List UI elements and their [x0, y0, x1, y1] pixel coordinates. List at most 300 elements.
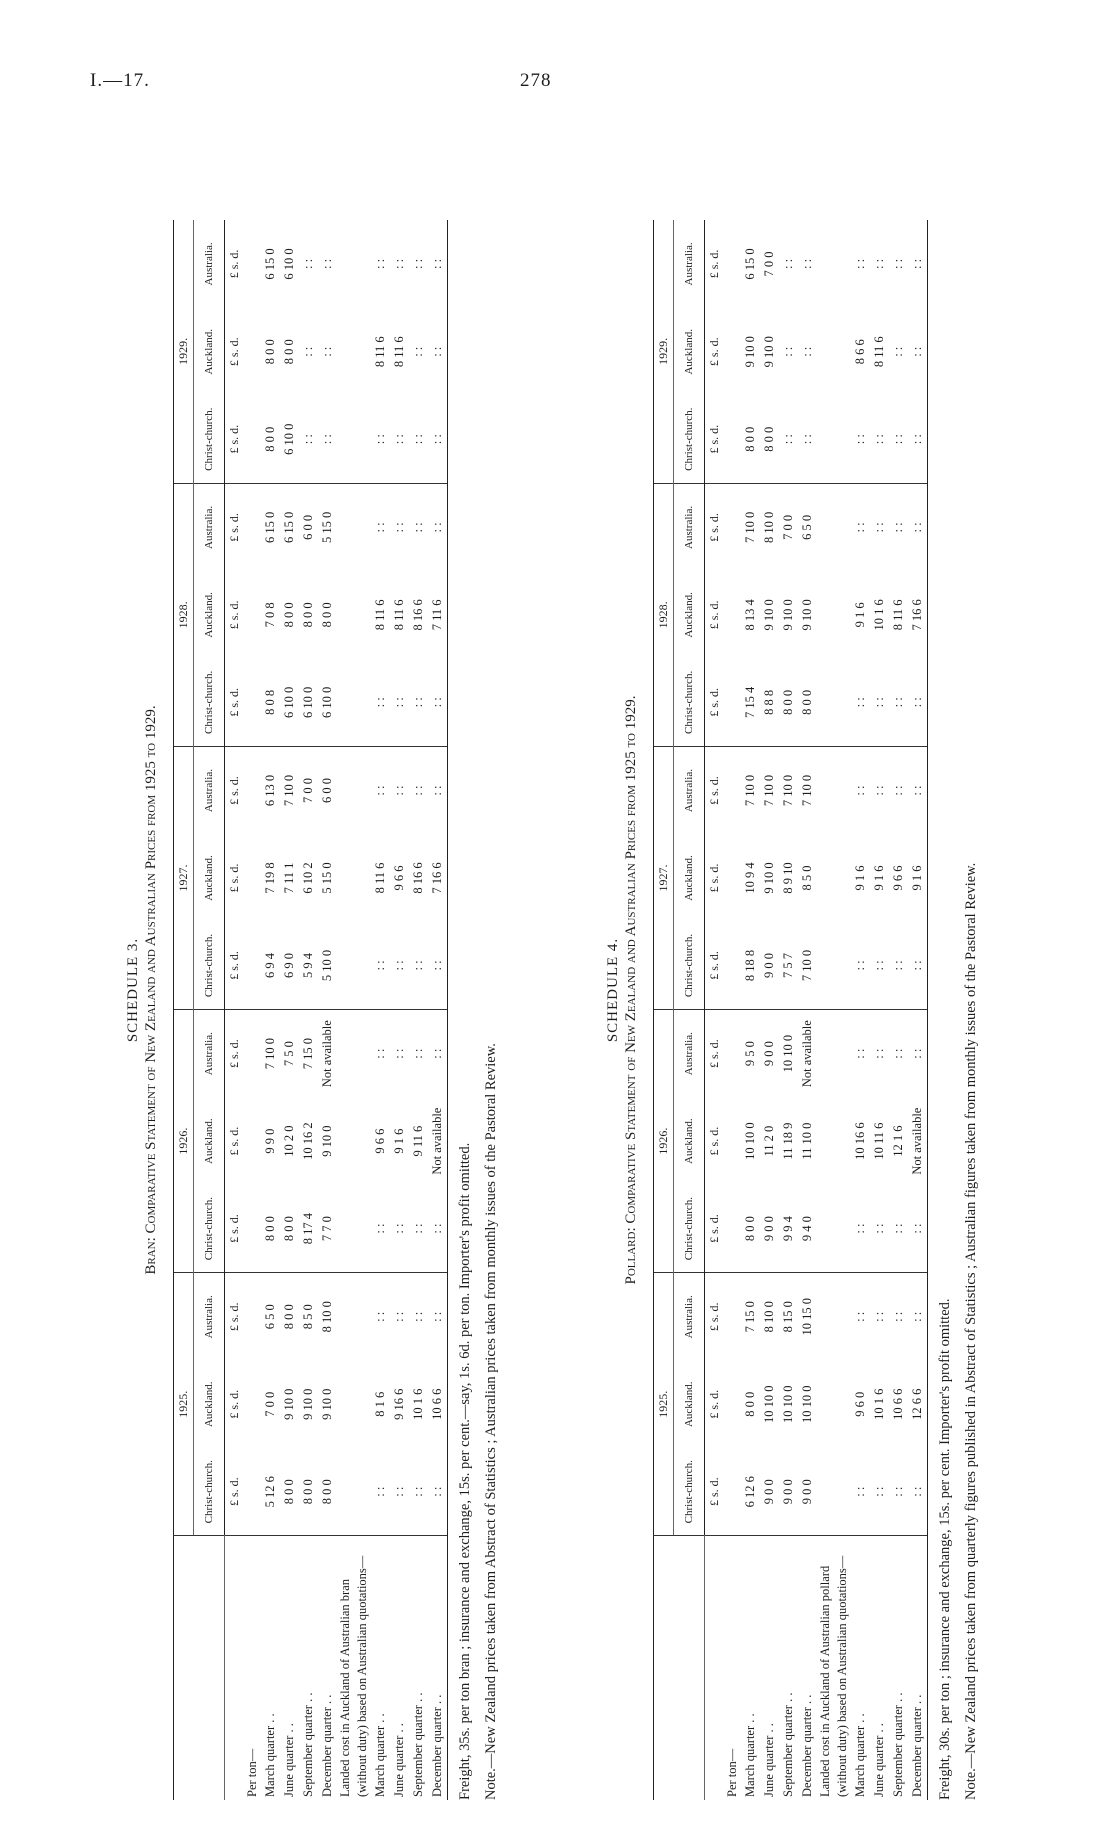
- price-cell: 8 18 8: [741, 922, 760, 1010]
- schedule-3-title: Bran: Comparative Statement of New Zealand and Australian Prices from 1925 to 1929.: [143, 705, 159, 1275]
- section-spacer-cell: [244, 1010, 261, 1098]
- price-cell: 9 0 0: [762, 1041, 776, 1067]
- price-cell: : :: [428, 220, 448, 308]
- row-label: March quarter . .: [851, 1536, 870, 1800]
- units-row: [225, 220, 245, 1800]
- price-cell: 7 10 0: [798, 922, 817, 1010]
- schedule-3-source-note: Note.—New Zealand prices taken from Abstract of Statistics ; Australian prices taken from monthly issues of the Pastoral Review.: [483, 1043, 499, 1800]
- section-spacer-cell: [724, 1010, 741, 1098]
- price-cell: 6 15 0: [263, 248, 277, 280]
- section-spacer-cell: [724, 1097, 741, 1185]
- price-cell: 10 10 0: [743, 1122, 757, 1160]
- price-cell: : :: [373, 258, 387, 269]
- section-spacer-cell: [724, 1360, 741, 1448]
- price-cell: : :: [800, 346, 814, 357]
- section-spacer-cell: [817, 1448, 851, 1536]
- schedule-3-freight-note: Freight, 35s. per ton bran ; insurance and exchange, 15s. per cent.—say, 1s. 6d. per ton. Importer's profit omitted.: [457, 1142, 473, 1800]
- price-cell: : :: [409, 396, 428, 484]
- schedule-3-table: [173, 220, 448, 1800]
- section-row: [817, 220, 851, 1800]
- price-cell: Not available: [908, 1097, 928, 1185]
- location-header: Christ-church.: [674, 1448, 705, 1536]
- price-cell: : :: [851, 659, 870, 747]
- row-label: December quarter . .: [318, 1536, 337, 1800]
- price-cell: 8 1 6: [373, 1391, 387, 1417]
- price-cell: : :: [908, 1010, 928, 1098]
- units-label-cell: [225, 1536, 245, 1800]
- section-spacer-cell: [724, 1273, 741, 1361]
- price-cell: 7 10 0: [743, 511, 757, 544]
- row-label: December quarter . .: [908, 1536, 928, 1800]
- section-spacer-cell: [337, 659, 371, 747]
- price-cell: 7 11 1: [282, 862, 296, 894]
- price-cell: 7 0 0: [762, 251, 776, 277]
- units-cell: £ s. d.: [227, 1039, 241, 1069]
- price-cell: : :: [409, 1185, 428, 1273]
- price-cell: 8 0 0: [798, 659, 817, 747]
- section-spacer-cell: [817, 834, 851, 922]
- price-cell: : :: [373, 522, 387, 533]
- location-header: Christ-church.: [194, 1448, 225, 1536]
- units-cell: £ s. d.: [707, 863, 721, 893]
- price-cell: : :: [392, 1486, 406, 1497]
- price-cell: 5 10 0: [318, 922, 337, 1010]
- location-header: Christ-church.: [674, 396, 705, 484]
- row-label: June quarter . .: [760, 1536, 779, 1800]
- price-cell: 9 10 0: [762, 862, 776, 894]
- price-cell: 7 7 0: [318, 1185, 337, 1273]
- schedule-4-title: Pollard: Comparative Statement of New Zealand and Australian Prices from 1925 to 1929.: [623, 695, 639, 1285]
- price-cell: 8 11 6: [392, 599, 406, 631]
- section-spacer-cell: [244, 1185, 261, 1273]
- price-cell: 8 11 6: [872, 336, 886, 368]
- price-cell: 10 6 6: [428, 1360, 448, 1448]
- units-cell: £ s. d.: [225, 659, 245, 747]
- price-cell: 10 1 6: [872, 1388, 886, 1420]
- year-header-row: [654, 220, 674, 1800]
- location-header: Auckland.: [674, 308, 705, 396]
- price-cell: : :: [891, 1311, 905, 1322]
- section-spacer-cell: [724, 922, 741, 1010]
- price-cell: 8 0 0: [261, 1185, 280, 1273]
- price-cell: 6 10 0: [280, 396, 299, 484]
- section-label: Per ton—: [724, 1536, 741, 1800]
- units-cell: £ s. d.: [707, 600, 721, 630]
- price-cell: 10 16 6: [853, 1122, 867, 1160]
- schedule-4: [605, 180, 982, 1800]
- price-cell: 8 11 6: [373, 599, 387, 631]
- price-cell: : :: [908, 1185, 928, 1273]
- table-row: [760, 220, 779, 1800]
- price-cell: 7 15 0: [301, 1038, 315, 1070]
- price-cell: : :: [392, 522, 406, 533]
- price-cell: : :: [908, 1273, 928, 1361]
- units-cell: £ s. d.: [225, 1185, 245, 1273]
- section-label: Landed cost in Auckland of Australian bran (without duty) based on Australian quotations—: [337, 1536, 371, 1800]
- price-cell: : :: [428, 1448, 448, 1536]
- year-header: 1927.: [654, 746, 674, 1009]
- price-cell: 6 12 6: [743, 1476, 757, 1508]
- price-cell: 9 10 0: [762, 336, 776, 368]
- price-cell: 8 0 0: [301, 602, 315, 628]
- price-cell: 10 1 6: [872, 599, 886, 631]
- price-cell: 7 10 0: [282, 774, 296, 807]
- price-cell: 8 16 6: [411, 862, 425, 894]
- price-cell: 9 0 0: [781, 1479, 795, 1505]
- price-cell: 6 10 0: [282, 248, 296, 280]
- price-cell: 9 1 6: [853, 865, 867, 891]
- price-cell: : :: [891, 785, 905, 796]
- price-cell: 8 0 0: [282, 1479, 296, 1505]
- price-cell: : :: [891, 346, 905, 357]
- section-spacer-cell: [724, 746, 741, 834]
- price-cell: 10 11 6: [872, 1122, 886, 1160]
- location-header: Christ-church.: [674, 1185, 705, 1273]
- price-cell: 6 0 0: [320, 778, 334, 804]
- price-cell: 9 1 6: [392, 1128, 406, 1154]
- row-label: March quarter . .: [261, 1536, 280, 1800]
- price-cell: 11 18 9: [781, 1122, 795, 1160]
- section-spacer-cell: [817, 396, 851, 484]
- price-cell: 7 0 0: [263, 1391, 277, 1417]
- price-cell: 8 0 0: [779, 659, 798, 747]
- section-spacer-cell: [337, 220, 371, 308]
- units-cell: £ s. d.: [707, 776, 721, 805]
- price-cell: : :: [908, 1448, 928, 1536]
- price-cell: 5 12 6: [263, 1476, 277, 1508]
- price-cell: : :: [428, 483, 448, 571]
- price-cell: : :: [872, 522, 886, 533]
- section-spacer-cell: [817, 1360, 851, 1448]
- section-label: Per ton—: [244, 1536, 261, 1800]
- price-cell: 7 10 0: [781, 774, 795, 807]
- price-cell: : :: [870, 659, 889, 747]
- location-header: Auckland.: [674, 1097, 705, 1185]
- price-cell: 10 9 4: [743, 862, 757, 894]
- units-cell: £ s. d.: [227, 1126, 241, 1156]
- price-cell: 8 0 0: [263, 339, 277, 365]
- price-cell: 9 0 0: [800, 1479, 814, 1505]
- section-spacer-cell: [337, 922, 371, 1010]
- section-spacer-cell: [244, 483, 261, 571]
- location-header: Christ-church.: [194, 659, 225, 747]
- price-cell: 6 10 2: [301, 862, 315, 894]
- price-cell: : :: [870, 922, 889, 1010]
- price-cell: 9 5 0: [743, 1041, 757, 1067]
- price-cell: 8 5 0: [301, 1304, 315, 1330]
- section-spacer-cell: [244, 834, 261, 922]
- price-cell: 9 1 6: [853, 602, 867, 628]
- price-cell: 8 0 0: [320, 602, 334, 628]
- price-cell: : :: [889, 659, 908, 747]
- year-header: 1926.: [174, 1010, 194, 1273]
- table-row: [908, 220, 928, 1800]
- section-spacer-cell: [337, 1360, 371, 1448]
- price-cell: : :: [428, 659, 448, 747]
- price-cell: 7 19 8: [263, 862, 277, 894]
- section-spacer-cell: [817, 746, 851, 834]
- row-label: September quarter . .: [889, 1536, 908, 1800]
- price-cell: : :: [411, 1486, 425, 1497]
- price-cell: : :: [301, 346, 315, 357]
- price-cell: : :: [853, 785, 867, 796]
- location-header: Auckland.: [674, 1360, 705, 1448]
- schedule-4-table: [653, 220, 928, 1800]
- location-header: Australia.: [194, 1273, 225, 1361]
- table-row: [779, 220, 798, 1800]
- price-cell: 9 6 0: [853, 1391, 867, 1417]
- section-spacer-cell: [724, 308, 741, 396]
- price-cell: 8 0 0: [743, 1391, 757, 1417]
- price-cell: : :: [428, 1185, 448, 1273]
- units-cell: £ s. d.: [707, 1477, 721, 1507]
- price-cell: 11 2 0: [762, 1125, 776, 1157]
- price-cell: : :: [428, 746, 448, 834]
- location-header: Australia.: [674, 483, 705, 571]
- price-cell: 8 11 6: [373, 862, 387, 894]
- section-spacer-cell: [724, 1448, 741, 1536]
- price-cell: 8 9 10: [781, 862, 795, 894]
- price-cell: : :: [392, 1311, 406, 1322]
- section-spacer-cell: [724, 1185, 741, 1273]
- price-cell: : :: [390, 396, 409, 484]
- section-spacer-cell: [724, 483, 741, 571]
- table-row: [409, 220, 428, 1800]
- price-cell: 7 15 0: [743, 1301, 757, 1333]
- price-cell: 9 10 0: [282, 1388, 296, 1420]
- price-cell: 12 1 6: [891, 1125, 905, 1157]
- units-cell: £ s. d.: [705, 659, 725, 747]
- units-cell: £ s. d.: [227, 776, 241, 805]
- price-cell: : :: [411, 1311, 425, 1322]
- section-spacer-cell: [724, 659, 741, 747]
- price-cell: : :: [390, 659, 409, 747]
- units-cell: £ s. d.: [707, 1039, 721, 1069]
- row-label: December quarter . .: [428, 1536, 448, 1800]
- price-cell: 6 0 0: [301, 514, 315, 540]
- schedule-3: [125, 180, 502, 1800]
- corner-cell: [654, 1536, 705, 1800]
- table-row: [318, 220, 337, 1800]
- units-cell: £ s. d.: [225, 922, 245, 1010]
- units-cell: £ s. d.: [227, 1302, 241, 1332]
- price-cell: 9 0 0: [762, 1479, 776, 1505]
- price-cell: 7 15 4: [741, 659, 760, 747]
- price-cell: 7 0 0: [781, 514, 795, 540]
- section-spacer-cell: [337, 1273, 371, 1361]
- price-cell: 9 10 0: [800, 599, 814, 631]
- section-spacer-cell: [337, 1097, 371, 1185]
- price-cell: : :: [392, 1048, 406, 1059]
- price-cell: : :: [872, 258, 886, 269]
- price-cell: 10 1 6: [411, 1388, 425, 1420]
- units-cell: £ s. d.: [227, 863, 241, 893]
- price-cell: : :: [301, 258, 315, 269]
- price-cell: : :: [908, 746, 928, 834]
- price-cell: 7 10 0: [762, 774, 776, 807]
- price-cell: 7 5 7: [779, 922, 798, 1010]
- section-spacer-cell: [724, 396, 741, 484]
- price-cell: : :: [872, 1311, 886, 1322]
- price-cell: : :: [853, 1311, 867, 1322]
- table-row: [299, 220, 318, 1800]
- schedule-3-number: SCHEDULE 3.: [125, 937, 141, 1043]
- price-cell: : :: [908, 396, 928, 484]
- units-cell: £ s. d.: [227, 1389, 241, 1419]
- units-cell: £ s. d.: [707, 1302, 721, 1332]
- price-cell: 9 10 0: [320, 1125, 334, 1157]
- location-header: Australia.: [194, 1010, 225, 1098]
- section-spacer-cell: [817, 1273, 851, 1361]
- price-cell: 6 9 0: [280, 922, 299, 1010]
- section-spacer-cell: [244, 571, 261, 659]
- price-cell: : :: [299, 396, 318, 484]
- price-cell: : :: [371, 396, 390, 484]
- price-cell: : :: [428, 396, 448, 484]
- units-cell: £ s. d.: [227, 600, 241, 630]
- section-spacer-cell: [817, 1185, 851, 1273]
- units-cell: £ s. d.: [705, 922, 725, 1010]
- price-cell: : :: [779, 396, 798, 484]
- section-spacer-cell: [244, 659, 261, 747]
- price-cell: : :: [320, 346, 334, 357]
- price-cell: : :: [390, 922, 409, 1010]
- section-spacer-cell: [244, 1273, 261, 1361]
- table-row: [798, 220, 817, 1800]
- section-label: Landed cost in Auckland of Australian pollard (without duty) based on Australian quotations—: [817, 1536, 851, 1800]
- price-cell: Not available: [800, 1020, 814, 1088]
- price-cell: 8 8 8: [760, 659, 779, 747]
- price-cell: : :: [889, 922, 908, 1010]
- section-spacer-cell: [817, 922, 851, 1010]
- price-cell: 10 2 0: [282, 1125, 296, 1157]
- location-header: Auckland.: [194, 1360, 225, 1448]
- price-cell: : :: [889, 396, 908, 484]
- price-cell: : :: [853, 1486, 867, 1497]
- section-spacer-cell: [724, 571, 741, 659]
- row-label: March quarter . .: [741, 1536, 760, 1800]
- price-cell: 7 11 6: [428, 571, 448, 659]
- units-row: [705, 220, 725, 1800]
- location-header: Australia.: [194, 746, 225, 834]
- section-spacer-cell: [337, 1185, 371, 1273]
- price-cell: : :: [781, 258, 795, 269]
- price-cell: : :: [373, 1486, 387, 1497]
- price-cell: 6 15 0: [743, 248, 757, 280]
- units-cell: £ s. d.: [227, 337, 241, 367]
- price-cell: 9 10 0: [301, 1388, 315, 1420]
- section-spacer-cell: [244, 746, 261, 834]
- row-label: September quarter . .: [409, 1536, 428, 1800]
- price-cell: 8 17 4: [299, 1185, 318, 1273]
- year-header: 1929.: [654, 220, 674, 483]
- units-cell: £ s. d.: [707, 337, 721, 367]
- price-cell: 9 0 0: [760, 922, 779, 1010]
- schedule-4-freight-note: Freight, 30s. per ton ; insurance and exchange, 15s. per cent. Importer's profit omitted.: [937, 1298, 953, 1800]
- price-cell: 6 13 0: [263, 774, 277, 807]
- price-cell: 7 16 6: [428, 834, 448, 922]
- rotated-page-content: [125, 180, 1085, 1800]
- price-cell: 10 10 0: [781, 1034, 795, 1073]
- price-cell: 8 0 0: [320, 1479, 334, 1505]
- price-cell: : :: [428, 1010, 448, 1098]
- price-cell: 9 11 6: [411, 1125, 425, 1157]
- price-cell: : :: [891, 522, 905, 533]
- price-cell: : :: [411, 1048, 425, 1059]
- price-cell: 8 0 0: [280, 1185, 299, 1273]
- section-spacer-cell: [724, 220, 741, 308]
- price-cell: 6 15 0: [282, 511, 296, 544]
- year-header: 1927.: [174, 746, 194, 1009]
- price-cell: : :: [320, 258, 334, 269]
- price-cell: 7 10 0: [263, 1038, 277, 1070]
- price-cell: : :: [392, 785, 406, 796]
- section-spacer-cell: [817, 483, 851, 571]
- section-spacer-cell: [817, 308, 851, 396]
- price-cell: : :: [872, 1048, 886, 1059]
- price-cell: : :: [409, 922, 428, 1010]
- section-spacer-cell: [337, 834, 371, 922]
- price-cell: 8 11 6: [891, 599, 905, 631]
- section-spacer-cell: [244, 1097, 261, 1185]
- price-cell: 8 16 6: [411, 599, 425, 631]
- section-spacer-cell: [337, 746, 371, 834]
- units-label-cell: [705, 1536, 725, 1800]
- price-cell: 9 4 0: [798, 1185, 817, 1273]
- section-row: [244, 220, 261, 1800]
- price-cell: 8 0 0: [261, 396, 280, 484]
- location-header: Auckland.: [674, 571, 705, 659]
- section-spacer-cell: [817, 571, 851, 659]
- location-header: Christ-church.: [674, 659, 705, 747]
- row-label: September quarter . .: [779, 1536, 798, 1800]
- price-cell: : :: [318, 396, 337, 484]
- units-cell: £ s. d.: [227, 1477, 241, 1507]
- price-cell: 7 10 0: [743, 774, 757, 807]
- table-row: [870, 220, 889, 1800]
- document-reference: I.—17.: [90, 70, 150, 91]
- price-cell: 8 0 0: [282, 602, 296, 628]
- price-cell: : :: [371, 1185, 390, 1273]
- price-cell: 6 10 0: [299, 659, 318, 747]
- year-header: 1925.: [654, 1273, 674, 1536]
- units-cell: £ s. d.: [227, 249, 241, 279]
- location-header: Australia.: [674, 1273, 705, 1361]
- price-cell: : :: [891, 1486, 905, 1497]
- price-cell: 8 0 0: [741, 1185, 760, 1273]
- table-row: [741, 220, 760, 1800]
- row-label: September quarter . .: [299, 1536, 318, 1800]
- price-cell: 8 11 6: [392, 336, 406, 368]
- table-row: [851, 220, 870, 1800]
- section-spacer-cell: [244, 396, 261, 484]
- section-spacer-cell: [244, 922, 261, 1010]
- section-spacer-cell: [337, 1448, 371, 1536]
- price-cell: : :: [853, 258, 867, 269]
- price-cell: : :: [373, 1311, 387, 1322]
- location-header: Auckland.: [194, 1097, 225, 1185]
- price-cell: 5 15 0: [320, 862, 334, 894]
- price-cell: : :: [373, 785, 387, 796]
- units-cell: £ s. d.: [705, 396, 725, 484]
- price-cell: 7 0 0: [301, 778, 315, 804]
- price-cell: 10 6 6: [891, 1388, 905, 1420]
- price-cell: : :: [853, 522, 867, 533]
- price-cell: : :: [428, 308, 448, 396]
- section-spacer-cell: [817, 220, 851, 308]
- table-row: [390, 220, 409, 1800]
- price-cell: 8 6 6: [853, 339, 867, 365]
